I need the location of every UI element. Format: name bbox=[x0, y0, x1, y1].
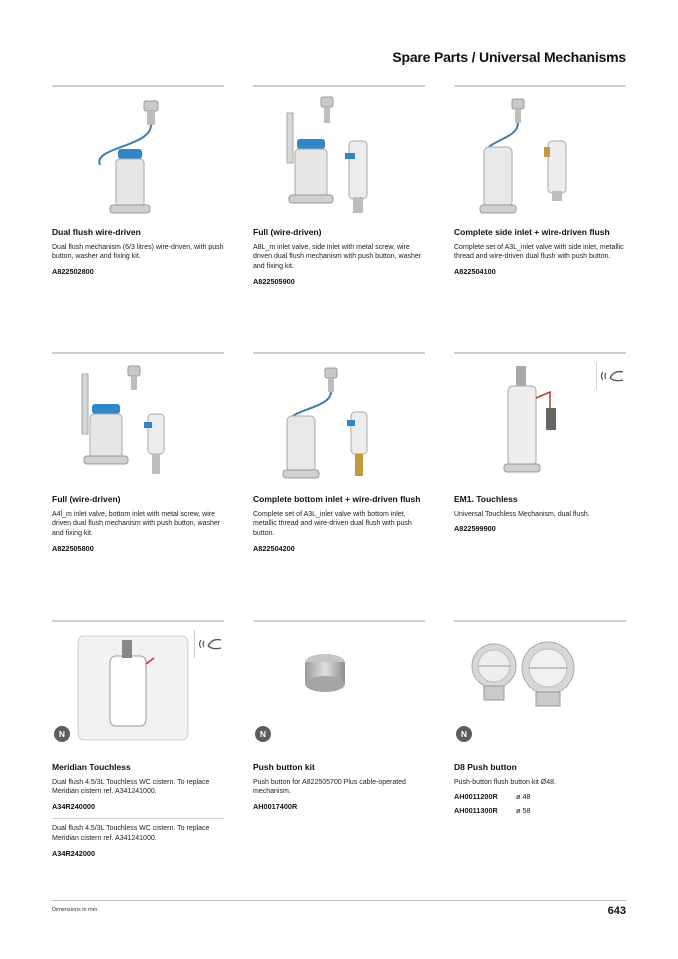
divider bbox=[52, 818, 224, 819]
product-image bbox=[454, 354, 626, 492]
touchless-hand-icon bbox=[194, 630, 224, 658]
product-reference: A34R240000 bbox=[52, 802, 96, 812]
product-description: Dual flush 4.5/3L Touchless WC cistern. To replace Meridian cistern ref. A341241000. bbox=[52, 778, 210, 796]
new-badge: N bbox=[255, 726, 271, 742]
product-card-push-button-kit bbox=[253, 620, 425, 811]
product-description-variant: Dual flush 4.5/3L Touchless WC cistern. To replace Meridian cistern ref. A341241000. bbox=[52, 825, 210, 842]
product-reference: AH0017400R bbox=[253, 802, 298, 812]
product-image bbox=[52, 354, 224, 492]
product-image bbox=[253, 622, 425, 760]
product-reference: A822504200 bbox=[253, 543, 295, 553]
product-card-dual-flush bbox=[52, 85, 224, 276]
product-card-bottom-inlet bbox=[253, 352, 425, 553]
product-description: A4l_m inlet valve, bottom inlet with metal screw, wire driven dual flush mechanism with push button, washer and fixing kit. bbox=[52, 510, 221, 538]
product-reference: AH0011200R bbox=[454, 792, 498, 802]
footer-note: Dimensions in mm. bbox=[52, 907, 99, 913]
product-description: A8L_m inlet valve, side inlet with metal screw, wire driven dual flush mechanism with push button, washer and fixing kit. bbox=[253, 243, 422, 271]
product-reference: A822502800 bbox=[52, 267, 94, 277]
product-description: Push button for A822505700 Plus cable-operated mechanism. bbox=[253, 778, 406, 796]
touchless-hand-icon bbox=[596, 362, 626, 390]
product-card-d8-push-button bbox=[454, 620, 626, 815]
product-description: Universal Touchless Mechanism, dual flush. bbox=[454, 510, 590, 518]
product-name: Full (wire-driven) bbox=[52, 494, 121, 504]
page-number: 643 bbox=[607, 905, 626, 917]
product-name: Meridian Touchless bbox=[52, 762, 131, 772]
page-title: Spare Parts / Universal Mechanisms bbox=[392, 49, 626, 65]
product-name: Complete bottom inlet + wire-driven flush bbox=[253, 494, 421, 504]
new-badge: N bbox=[456, 726, 472, 742]
product-name: Complete side inlet + wire-driven flush bbox=[454, 227, 610, 237]
footer-divider bbox=[52, 900, 626, 901]
product-card-meridian-touchless bbox=[52, 620, 224, 858]
product-name: EM1. Touchless bbox=[454, 494, 518, 504]
product-name: Full (wire-driven) bbox=[253, 227, 322, 237]
product-card-full-wire-driven-bottom bbox=[52, 352, 224, 553]
new-badge: N bbox=[54, 726, 70, 742]
diameter-value: ø 48 bbox=[516, 792, 531, 802]
product-card-side-inlet bbox=[454, 85, 626, 276]
product-name: D8 Push button bbox=[454, 762, 517, 772]
product-image bbox=[454, 87, 626, 225]
product-image bbox=[52, 87, 224, 225]
product-reference: A822599900 bbox=[454, 524, 496, 534]
product-reference: A822505800 bbox=[52, 543, 94, 553]
diameter-value: ø 58 bbox=[516, 806, 531, 816]
product-description: Complete set of A3L_inlet valve with side inlet, metallic thread and wire-driven dual flush with push button. bbox=[454, 243, 624, 261]
product-reference-variant: A34R242000 bbox=[52, 848, 96, 858]
product-description: Dual flush mechanism (6/3 litres) wire-driven, with push button, washer and fixing kit. bbox=[52, 243, 224, 261]
product-reference: A822505900 bbox=[253, 276, 295, 286]
product-image bbox=[52, 622, 224, 760]
product-description: Complete set of A3L_inlet valve with bottom inlet, metallic thread and wire-driven dual flush with push button. bbox=[253, 510, 412, 538]
product-name: Push button kit bbox=[253, 762, 315, 772]
product-card-em1-touchless bbox=[454, 352, 626, 533]
product-name: Dual flush wire-driven bbox=[52, 227, 141, 237]
reference-row bbox=[454, 792, 626, 801]
reference-row bbox=[454, 806, 626, 815]
product-description: Push-button flush button kit Ø48. bbox=[454, 778, 556, 786]
product-image bbox=[253, 354, 425, 492]
product-image bbox=[253, 87, 425, 225]
product-reference: AH0011300R bbox=[454, 806, 498, 816]
product-card-full-wire-driven bbox=[253, 85, 425, 286]
product-image bbox=[454, 622, 626, 760]
product-reference: A822504100 bbox=[454, 267, 496, 277]
